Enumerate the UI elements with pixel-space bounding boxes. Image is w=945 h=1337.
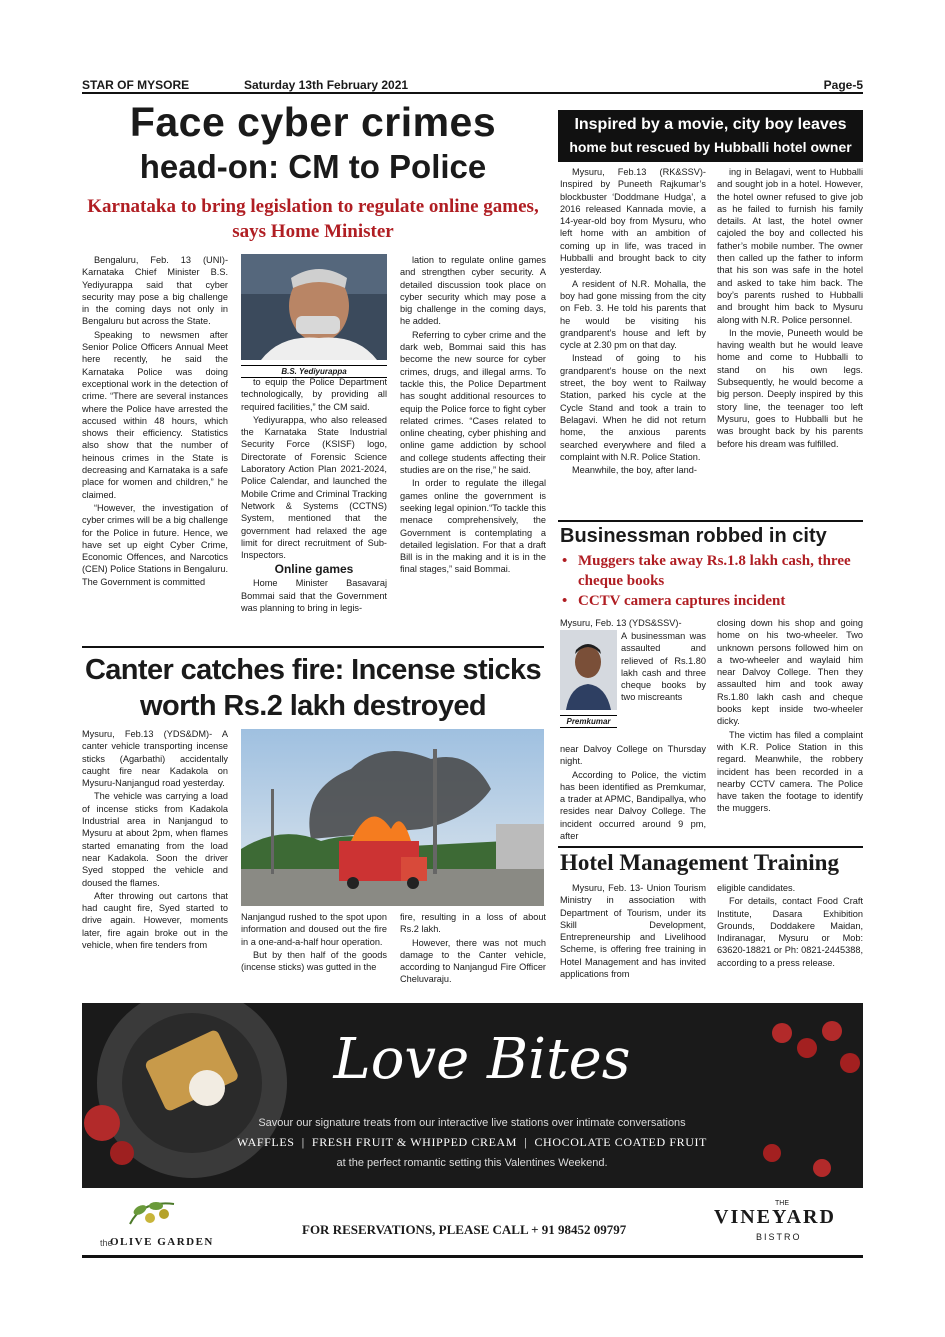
- yediyurappa-photo: [241, 254, 387, 376]
- boy-column-1: Mysuru, Feb.13 (RK&SSV)- Inspired by Puneeth Rajkumar’s blockbuster ‘Doddmane Hudga’, a 2016 released Kannada movie, a 14-year-old boy from Mysuru, who left home with an ambition of coming up in life, was traced in Hubballi and brought back to city yesterday. A resident of N.R. Mohalla, the boy had gone missing from the city on Feb. 3. He told his parents that he would be visiting his grandparent’s house and left by cycle at 2.30 pm on that day. Instead of going to his grandparent’s house on the next street, the boy went to Railway Station, parked his cycle at the Cycle Stand and took a train to Belagavi. When he did not return home, the anxious parents searched everywhere and filed a complaint with N.R. Police Station. Meanwhile, the boy, after land-: [560, 167, 706, 476]
- boy-headline-line1: Inspired by a movie, city boy leaves: [574, 116, 847, 133]
- lead-kicker: Karnataka to bring legislation to regulate online games, says Home Minister: [87, 196, 539, 242]
- canter-fire-photo: [241, 729, 544, 906]
- vineyard-logo-sub: BISTRO: [756, 1232, 802, 1242]
- canter-column-1: Mysuru, Feb.13 (YDS&DM)- A canter vehicle transporting incense sticks (Agarbathi) accidentally caught fire near Kadakola on Mysuru-Nanjangud road yesterday. The vehicle was carrying a load of incense sticks from Kadakola Industrial area in Nanjangud to Mysuru at about 2pm, when flames started emanating from the load near Kadakola. Soon the driver Syed stopped the vehicle and doused the flames. After throwing out cartons that had caught fire, Syed started to drive again. However, moments later, fire again broke out in the vehicle, when fire tenders from: [82, 729, 228, 951]
- boy-column-2: ing in Belagavi, went to Hubballi and sought job in a hotel. However, the hotel owner refused to give job as he failed to furnish his family details. At last, the hotel owner cajoled the boy and collected his father’s mobile number. The owner then called up the father to inform that his son was safe in the hotel and asked to take him back. The boy’s parents rushed to Hubballi and brought him back to Mysuru along with N.R. Police personnel. In the movie, Puneeth would be having wealth but he would leave home and come to Hubballi to stand on his own legs. Subsequently, he would become a big person. Deeply inspired by this story line, the teenager too left Mysuru, goes to Hubballi but he was brought back by his parents before his dream was fulfilled.: [717, 167, 863, 449]
- love-bites-ad: [82, 1003, 863, 1188]
- page-number: Page-5: [823, 78, 863, 92]
- canter-divider: [82, 646, 544, 648]
- boy-headline-line2: home but rescued by Hubballi hotel owner: [569, 139, 852, 155]
- ad-line-3: at the perfect romantic setting this Valentines Weekend.: [336, 1157, 608, 1169]
- hotel-column-2: eligible candidates. For details, contact Food Craft Institute, Dasara Exhibition Grounds, Doddakere Maidan, Indiranagar, Mysuru or Mob: 63620-18821 or Ph: 0821-2445388, according to a press release.: [717, 883, 863, 968]
- robbed-column-1: near Dalvoy College on Thursday night. According to Police, the victim has been identified as Premkumar, a trader at APMC, Bandipallya, who resides near Dalvoy College. The incident occurred around 9 pm, after: [560, 744, 706, 842]
- canter-column-3: fire, resulting in a loss of about Rs.2 lakh. However, there was not much damage to the Canter vehicle, according to Nanjangud Fire Officer Cheluvaraju.: [400, 912, 546, 985]
- subhead-online-games: Online games: [274, 562, 354, 577]
- portrait-image: [560, 630, 617, 710]
- canter-headline-line2: worth Rs.2 lakh destroyed: [140, 690, 486, 722]
- bullet-item: • Muggers take away Rs.1.8 lakh cash, three cheque books: [560, 551, 863, 591]
- canter-column-2: Nanjangud rushed to the spot upon information and doused out the fire in a one-and-a-half hour operation. But by then half of the goods (incense sticks) was gutted in the: [241, 912, 387, 973]
- lead-column-3: lation to regulate online games and strengthen cyber security. A detailed discussion took place on cyber security which may pose a big challenge in the coming days, he added. Referring to cyber crime and the dark web, Bommai said this has become the new source for cyber crimes, drugs, and illegal arms. To tackle this, the Police Department has sought additional resources to equip the Police force to fight cyber related crimes. “Cases related to online cheating, cyber phishing and online game addiction by school and college students affecting their studies are on the rise,” he said. In order to regulate the illegal games online the government is seeking legal opinion.“To tackle this menace comprehensively, the Government is contemplating a detailed legislation. For that a draft Bill is in the making and it is in the final stages,” said Bommai.: [400, 255, 546, 575]
- vineyard-logo-top: THE: [775, 1200, 789, 1207]
- portrait-image: [241, 254, 387, 360]
- lead-headline-line2: head-on: CM to Police: [139, 148, 487, 185]
- olive-logo-prefix: the: [100, 1238, 113, 1248]
- fire-scene-image: [241, 729, 544, 906]
- robbed-bullets: [560, 551, 863, 611]
- bullet-item: • CCTV camera captures incident: [560, 591, 863, 611]
- vineyard-logo: VINEYARD: [714, 1206, 836, 1228]
- ad-line-2: WAFFLES | FRESH FRUIT & WHIPPED CREAM | CHOCOLATE COATED FRUIT: [236, 1135, 707, 1149]
- hotel-column-1: Mysuru, Feb. 13- Union Tourism Ministry in association with Department of Tourism, under its Skill Development, Entrepreneurship and Livelihood Scheme, is offering free training in Hotel Management and has invited applications from: [560, 883, 706, 980]
- reservation-line: FOR RESERVATIONS, PLEASE CALL + 91 98452 09797: [302, 1222, 627, 1237]
- lead-column-1: Bengaluru, Feb. 13 (UNI)- Karnataka Chief Minister B.S. Yediyurappa said that cyber security may pose a big challenge in the coming days not only in Bengaluru but across the State. Speaking to newsmen after Senior Police Officers Annual Meet here recently, he said the Karnataka Police was doing exceptional work in the detection of crime. “There are several instances where the Police have arrested the accused within 48 hours, which shows their efficiency. Statistics also show that the number of heinous crimes in the State is decreasing and Karnataka is a safe place for women and children,” he claimed. “However, the investigation of cyber crimes will be a big challenge for the Police in future. Hence, we have set up eight Cyber Crime, Economic Offences, and Narcotics (CEN) Police Stations in Bengaluru. The Government is committed: [82, 255, 228, 587]
- hotel-headline: Hotel Management Training: [560, 850, 839, 875]
- olive-logo-icon: [122, 1194, 182, 1230]
- premkumar-photo: [560, 630, 617, 724]
- page-header: [82, 78, 863, 94]
- paper-name: STAR OF MYSORE: [82, 78, 190, 92]
- robbed-divider: [558, 520, 863, 522]
- canter-headline-line1: Canter catches fire: Incense sticks: [84, 654, 542, 686]
- robbed-column-2: closing down his shop and going home on his two-wheeler. Two unknown persons followed him on a two-wheeler and waylaid him near Dalvoy College. Then they assaulted him and took away Rs.1.80 lakh cash and cheque books kept inside two-wheeler dicky. The victim has filed a complaint with K.R. Police Station in this regard. Meanwhile, the robbery incident has been recorded in a nearby CCTV camera. The Police have taken the footage to identify the muggers.: [717, 618, 863, 814]
- ad-footer: [82, 1188, 863, 1258]
- lead-column-2: to equip the Police Department technologically, by providing all required facilities,” the CM said. Yediyurappa, who also released the Karnataka State Industrial Security Force (KSISF) logo, Directorate of Forensic Science Laboratory Action Plan 2021-2024, Police Calendar, and launched the Mobile Crime and Criminal Tracking Network & Systems (CCTNS) System, mentioned that the government had relaxed the age limit for direct recruitment of Sub-Inspectors. Online games Home Minister Basavaraj Bommai said that the Government was planning to bring in legis-: [241, 377, 387, 614]
- lead-headline-line1: Face cyber crimes: [129, 99, 497, 145]
- robbed-headline: Businessman robbed in city: [560, 525, 827, 547]
- ad-line-1: Savour our signature treats from our interactive live stations over intimate conversations: [258, 1117, 686, 1129]
- issue-date: Saturday 13th February 2021: [244, 78, 409, 92]
- robbed-wrap-text: A businessman was assaulted and relieved of Rs.1.80 lakh cash and three cheque books by two miscreants: [621, 631, 706, 703]
- ad-title: Love Bites: [333, 1027, 631, 1092]
- photo-caption: Premkumar: [560, 715, 617, 728]
- olive-garden-logo: OLIVE GARDEN: [110, 1236, 214, 1248]
- boy-headline-box: [558, 110, 863, 162]
- photo-caption: B.S. Yediyurappa: [241, 365, 387, 378]
- robbed-dateline: Mysuru, Feb. 13 (YDS&SSV)-: [560, 618, 682, 628]
